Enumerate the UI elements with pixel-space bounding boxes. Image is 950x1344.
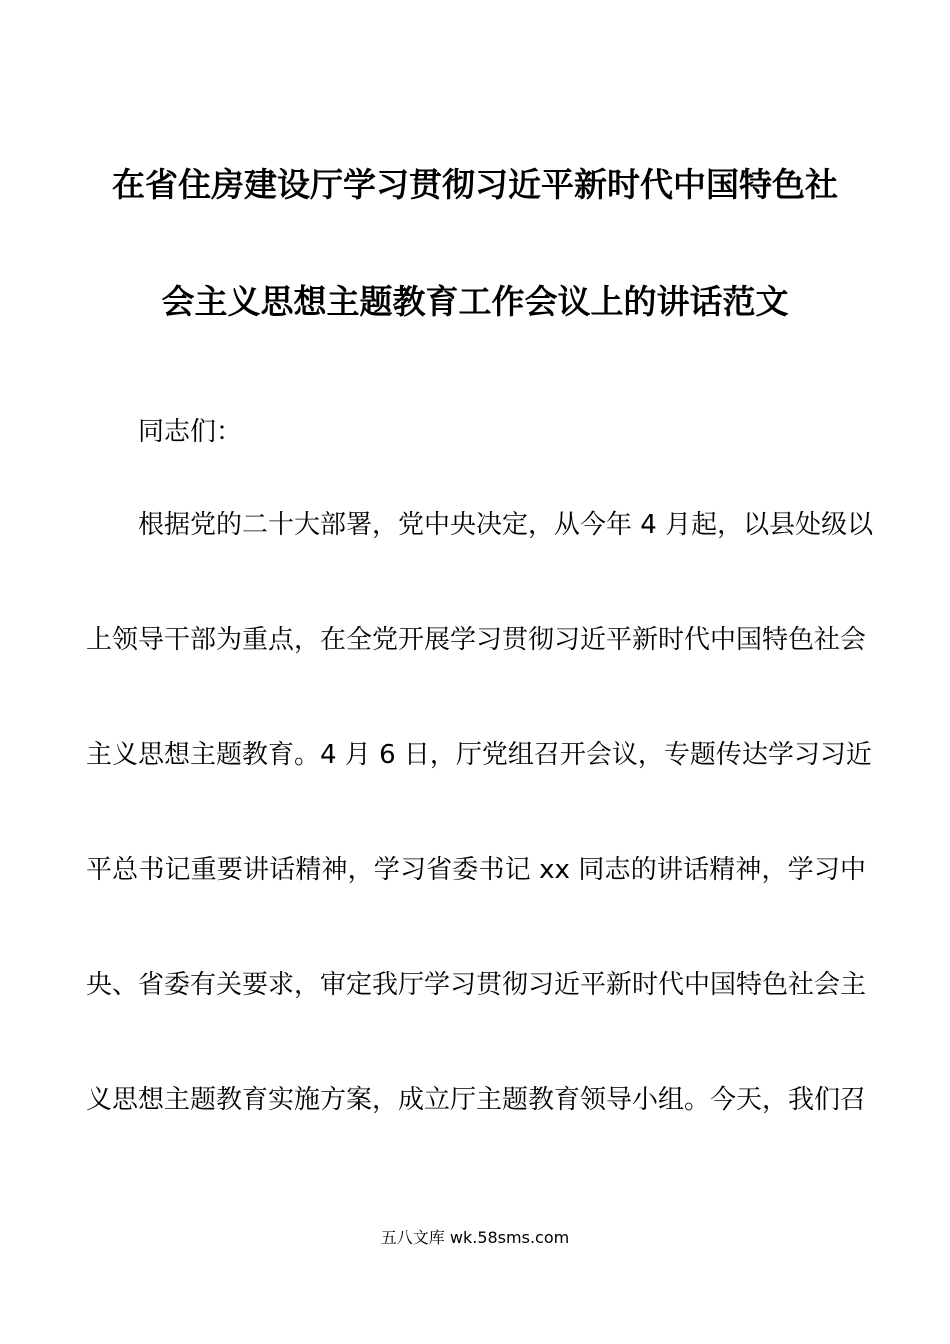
paragraph-line-1: 根据党的二十大部署，党中央决定，从今年 4 月起，以县处级以 bbox=[138, 510, 874, 540]
paragraph-line-4: 平总书记重要讲话精神，学习省委书记 xx 同志的讲话精神，学习中 bbox=[86, 855, 866, 885]
paragraph-line-6: 义思想主题教育实施方案，成立厅主题教育领导小组。今天，我们召 bbox=[86, 1085, 867, 1115]
document-title-line-1: 在省住房建设厅学习贯彻习近平新时代中国特色社 bbox=[112, 165, 838, 204]
footer-watermark-text: 五八文库 wk.58sms.com bbox=[380, 1228, 570, 1247]
salutation: 同志们： bbox=[138, 417, 243, 447]
document-title-line-2: 会主义思想主题教育工作会议上的讲话范文 bbox=[161, 282, 789, 321]
paragraph-line-3: 主义思想主题教育。4 月 6 日，厅党组召开会议，专题传达学习习近 bbox=[86, 740, 872, 770]
paragraph-line-5: 央、省委有关要求，审定我厅学习贯彻习近平新时代中国特色社会主 bbox=[86, 970, 867, 1000]
paragraph-line-2: 上领导干部为重点，在全党开展学习贯彻习近平新时代中国特色社会 bbox=[86, 625, 867, 655]
